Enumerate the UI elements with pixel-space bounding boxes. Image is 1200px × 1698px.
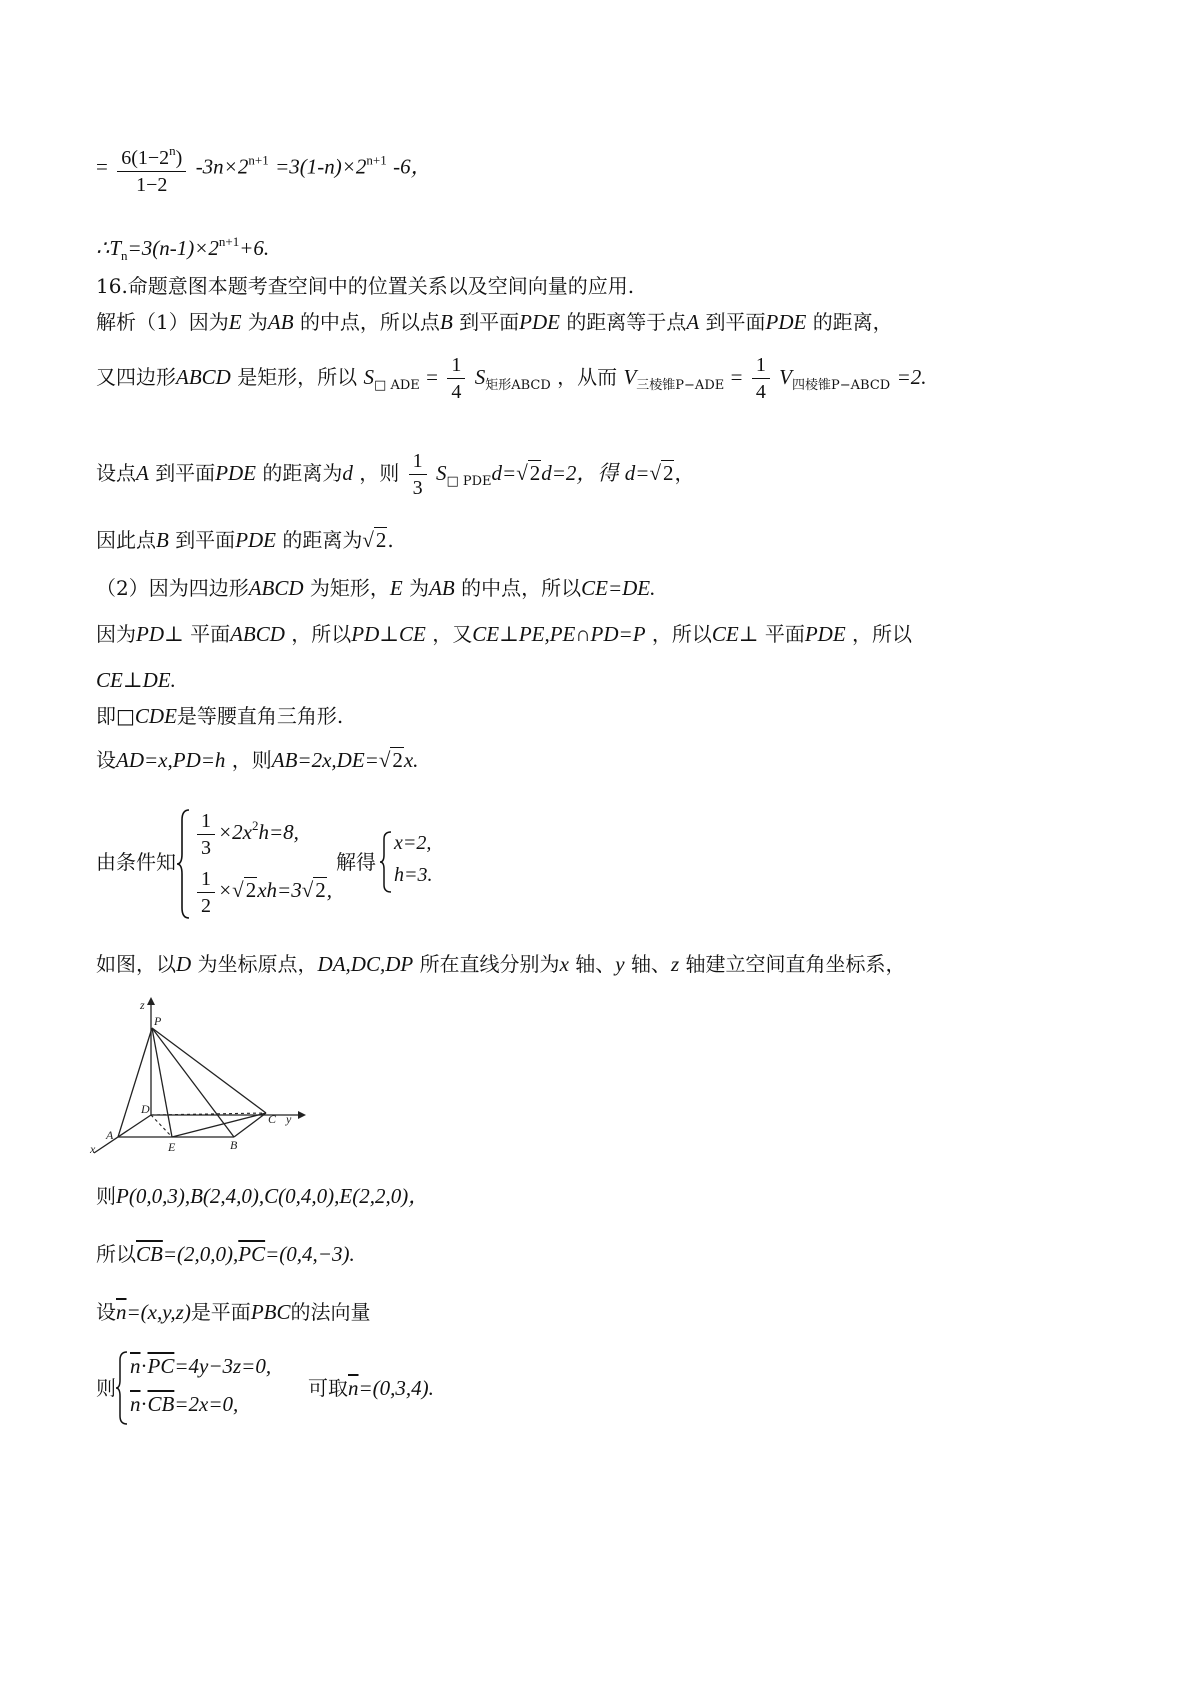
equation-system-2 bbox=[378, 830, 458, 894]
paragraph-p3: 设点A 到平面PDE 的距离为d ，则 $\frac{1}{3}$ $S_{□ PDE}d=√2d=2$，得 d=√2， bbox=[96, 450, 695, 499]
system-2-row-1: x=2, bbox=[394, 832, 432, 854]
system-3-row-2: $\overline{n}\cdot\overline{CB}=2x=0$, bbox=[130, 1392, 239, 1416]
paragraph-p9: 设AD=x,PD=h ，则AB=2x,DE=√2x. bbox=[96, 748, 419, 772]
fraction-6-1-2n: $\frac{6(1-2^n)}{1-2}$ bbox=[117, 138, 186, 198]
pyramid-figure bbox=[88, 995, 318, 1163]
system-1-row-1: $\frac{1}{3}$ $\times 2x^2h=8$, bbox=[194, 808, 299, 861]
label-P: P bbox=[154, 1014, 162, 1028]
label-A: A bbox=[106, 1128, 114, 1142]
paragraph-p11: 如图，以D 为坐标原点，DA,DC,DP 所在直线分别为x 轴、y 轴、z 轴建立空间直角坐标系， bbox=[96, 952, 906, 976]
left-brace-icon bbox=[114, 1350, 130, 1426]
paragraph-p8: 即□CDE是等腰直角三角形. bbox=[96, 704, 344, 728]
left-brace-icon bbox=[378, 830, 394, 894]
paragraph-p12: 则P(0,0,3),B(2,4,0),C(0,4,0),E(2,2,0)， bbox=[96, 1184, 430, 1208]
fraction-quarter: $\frac{1}{4}$ bbox=[447, 352, 465, 405]
formula-line-2: $\therefore T_n=3(n-1)\times 2^{n+1}+6$. bbox=[96, 234, 270, 263]
label-x: x bbox=[90, 1142, 96, 1156]
label-E: E bbox=[168, 1140, 176, 1154]
paragraph-p6: 因为PD⊥ 平面ABCD ，所以PD⊥CE ，又CE⊥PE,PE∩PD=P ，所以CE⊥ 平面PDE ，所以 bbox=[96, 622, 913, 646]
paragraph-p15-tail: 可取$\overline{n}=(0,3,4)$. bbox=[308, 1376, 434, 1400]
paragraph-p5: （2）因为四边形ABCD 为矩形，E 为AB 的中点，所以CE=DE. bbox=[96, 576, 656, 600]
paragraph-p14: 设$\overline{n}=(x,y,z)$是平面PBC的法向量 bbox=[96, 1300, 371, 1324]
paragraph-p2: 又四边形ABCD 是矩形，所以 $S_{□ ADE}$ = $\frac{1}{4}$ $S_{矩形ABCD}$ ，从而 $V_{三棱锥P-ADE}$ = $\frac{1}{4}$ $V_{四棱锥P-ABCD} =2$. bbox=[96, 354, 927, 403]
fraction-quarter-2: $\frac{1}{4}$ bbox=[752, 352, 770, 405]
label-y: y bbox=[286, 1112, 292, 1126]
edge-PC bbox=[152, 1028, 266, 1113]
edge-PB bbox=[152, 1028, 234, 1137]
paragraph-p4: 因此点B 到平面PDE 的距离为√2. bbox=[96, 528, 394, 552]
y-axis-arrow-icon bbox=[298, 1111, 306, 1119]
paragraph-p15: 则 bbox=[96, 1376, 116, 1400]
paragraph-p7: CE⊥DE. bbox=[96, 668, 176, 692]
question-16-intent: 16.命题意图本题考查空间中的位置关系以及空间向量的应用. bbox=[96, 274, 635, 298]
label-z: z bbox=[140, 998, 145, 1012]
system-2-row-2: h=3. bbox=[394, 864, 433, 886]
equation-system-3 bbox=[114, 1350, 324, 1426]
system-1-row-2: $\frac{1}{2}$ ×√2xh=3√2, bbox=[194, 866, 332, 919]
system-3-row-1: $\overline{n}\cdot\overline{PC}=4y-3z=0$, bbox=[130, 1354, 272, 1378]
edge-PE bbox=[152, 1028, 172, 1137]
z-axis-arrow-icon bbox=[147, 997, 155, 1005]
paragraph-p10: 由条件知 bbox=[96, 850, 176, 874]
solve-label: 解得 bbox=[336, 850, 376, 874]
fraction-third: $\frac{1}{3}$ bbox=[409, 448, 427, 501]
paragraph-p13: 所以$\overline{CB}=(2,0,0),\overline{PC}=(0,4,-3)$. bbox=[96, 1242, 355, 1266]
left-brace-icon bbox=[176, 808, 192, 920]
label-C: C bbox=[268, 1112, 277, 1126]
formula-line-1: = $\frac{6(1-2^n)}{1-2}$ $-3n\times 2^{n+1} =3(1-n)\times 2^{n+1}$ -6， bbox=[96, 138, 432, 198]
label-D: D bbox=[141, 1102, 150, 1116]
edge-PA bbox=[118, 1028, 152, 1137]
paragraph-p1: 解析（1）因为E 为AB 的中点，所以点B 到平面PDE 的距离等于点A 到平面PDE 的距离， bbox=[96, 310, 893, 334]
label-B: B bbox=[230, 1138, 238, 1152]
equation-system-1 bbox=[176, 808, 346, 920]
